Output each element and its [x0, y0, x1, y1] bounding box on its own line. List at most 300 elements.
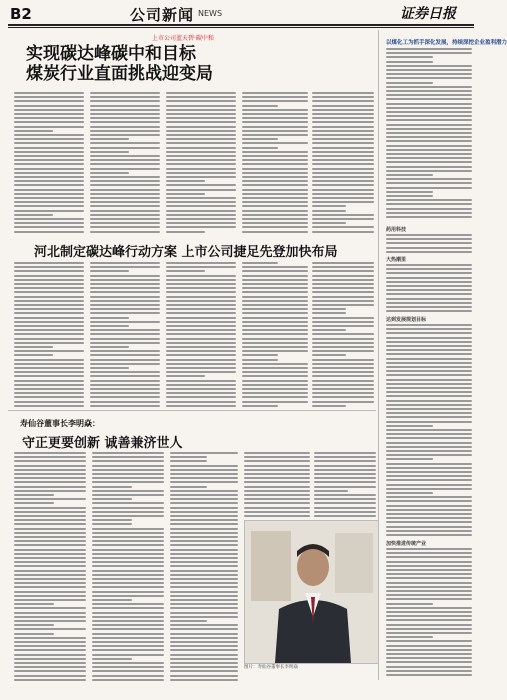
text-line	[386, 517, 472, 519]
text-line	[242, 105, 278, 107]
feature-headline: 守正更要创新 诚善兼济世人	[22, 436, 183, 451]
text-line	[14, 620, 86, 622]
text-line	[170, 675, 238, 677]
text-line	[90, 113, 160, 115]
text-line	[92, 561, 164, 563]
text-line	[314, 465, 376, 467]
text-line	[166, 201, 236, 203]
text-line	[312, 371, 374, 373]
text-line	[312, 300, 374, 302]
text-line	[386, 479, 472, 481]
text-line	[242, 210, 308, 212]
text-line	[386, 530, 472, 532]
text-line	[14, 270, 84, 272]
text-line	[170, 662, 238, 664]
masthead-rule	[8, 24, 474, 26]
text-line	[170, 666, 238, 668]
text-line	[312, 201, 374, 203]
text-line	[386, 178, 472, 180]
text-line	[166, 401, 236, 403]
text-line	[170, 456, 207, 458]
text-line	[166, 392, 236, 394]
text-line	[90, 126, 160, 128]
text-line	[242, 300, 308, 302]
text-line	[244, 507, 310, 509]
text-line	[314, 507, 376, 509]
text-line	[386, 48, 472, 50]
text-line	[166, 304, 236, 306]
text-line	[242, 312, 308, 314]
text-line	[312, 338, 374, 340]
text-line	[386, 153, 472, 155]
text-line	[14, 138, 84, 140]
text-line	[312, 296, 374, 298]
text-line	[90, 291, 160, 293]
text-line	[166, 325, 236, 327]
text-line	[386, 412, 472, 414]
text-line	[92, 557, 164, 559]
text-line	[242, 308, 308, 310]
section-title-en: NEWS	[198, 9, 223, 18]
text-line	[386, 56, 433, 58]
text-line	[242, 142, 308, 144]
feature-kicker: 寿仙谷董事长李明焱：	[20, 419, 100, 428]
text-line	[92, 532, 164, 534]
text-line	[14, 380, 84, 382]
text-line	[386, 421, 472, 423]
text-line	[14, 591, 86, 593]
text-line	[90, 279, 160, 281]
text-line	[386, 187, 472, 189]
text-line	[90, 189, 160, 191]
text-line	[92, 460, 164, 462]
text-line	[14, 218, 84, 220]
text-line	[14, 226, 84, 228]
text-line	[90, 197, 160, 199]
text-line	[386, 332, 472, 334]
text-line	[386, 324, 472, 326]
story-tag: 上市公司蓝天碧·碳中和	[152, 35, 214, 42]
text-line	[242, 401, 308, 403]
text-line	[170, 628, 238, 630]
text-line	[386, 251, 472, 253]
right-head5: 药用科技	[386, 227, 407, 233]
paper-logo: 证券日报	[400, 6, 456, 22]
text-line	[312, 346, 374, 348]
text-line	[166, 384, 236, 386]
text-line	[242, 325, 308, 327]
text-line	[14, 329, 84, 331]
text-line	[312, 405, 346, 407]
text-line	[242, 121, 308, 123]
text-line	[14, 465, 86, 467]
text-line	[166, 342, 236, 344]
text-line	[242, 147, 278, 149]
text-line	[14, 401, 84, 403]
text-line	[314, 469, 376, 471]
text-line	[312, 262, 374, 264]
text-line	[90, 130, 160, 132]
text-line	[386, 467, 472, 469]
text-line	[386, 590, 472, 592]
text-line	[312, 279, 374, 281]
text-line	[312, 231, 374, 233]
text-line	[386, 234, 472, 236]
text-line	[170, 519, 238, 521]
text-line	[386, 111, 472, 113]
text-line	[14, 523, 86, 525]
text-line	[92, 578, 164, 580]
text-line	[244, 477, 310, 479]
text-line	[14, 184, 84, 186]
text-line	[170, 515, 238, 517]
text-line	[170, 607, 238, 609]
text-line	[14, 670, 86, 672]
text-line	[92, 465, 164, 467]
text-line	[14, 649, 86, 651]
text-line	[244, 498, 310, 500]
text-line	[312, 266, 374, 268]
text-line	[166, 283, 236, 285]
text-line	[242, 380, 308, 382]
text-line	[312, 283, 374, 285]
text-line	[92, 540, 164, 542]
text-line	[312, 172, 374, 174]
text-line	[92, 469, 164, 471]
text-line	[90, 308, 160, 310]
text-line	[166, 214, 236, 216]
text-line	[14, 549, 86, 551]
text-line	[92, 649, 164, 651]
text-line	[312, 109, 374, 111]
text-line	[242, 189, 308, 191]
text-line	[90, 363, 160, 365]
text-line	[90, 214, 160, 216]
text-line	[14, 287, 84, 289]
text-line	[92, 633, 164, 635]
text-line	[14, 641, 86, 643]
text-line	[14, 325, 84, 327]
text-line	[166, 126, 236, 128]
text-line	[242, 338, 308, 340]
right-head2: 达到发展规划目标	[386, 317, 427, 323]
text-line	[92, 481, 164, 483]
text-line	[92, 477, 164, 479]
text-line	[14, 477, 86, 479]
text-line	[312, 312, 346, 314]
text-line	[386, 408, 472, 410]
text-line	[242, 359, 278, 361]
text-line	[312, 392, 374, 394]
text-line	[312, 218, 374, 220]
text-line	[90, 168, 160, 170]
text-line	[386, 374, 472, 376]
text-line	[14, 210, 84, 212]
text-line	[170, 498, 238, 500]
text-line	[14, 300, 84, 302]
text-line	[14, 536, 86, 538]
text-line	[386, 379, 472, 381]
text-line	[244, 452, 310, 454]
portrait-photo	[244, 520, 379, 664]
text-line	[242, 126, 308, 128]
text-line	[312, 176, 374, 178]
text-line	[242, 226, 308, 228]
text-line	[90, 96, 160, 98]
text-line	[244, 490, 310, 492]
text-line	[90, 270, 129, 272]
text-line	[170, 528, 238, 530]
text-line	[170, 511, 238, 513]
text-line	[14, 486, 86, 488]
text-line	[242, 354, 278, 356]
text-line	[170, 469, 238, 471]
text-line	[170, 586, 238, 588]
text-line	[14, 388, 84, 390]
text-line	[386, 73, 472, 75]
text-line	[242, 180, 308, 182]
text-line	[14, 308, 84, 310]
text-line	[170, 599, 238, 601]
text-line	[386, 161, 472, 163]
text-line	[312, 342, 374, 344]
text-line	[312, 151, 374, 153]
text-line	[242, 270, 308, 272]
text-line	[312, 168, 374, 170]
text-line	[166, 308, 236, 310]
text-line	[166, 279, 236, 281]
right-head4: 大热潮里	[386, 257, 407, 263]
text-line	[312, 155, 374, 157]
text-line	[242, 222, 308, 224]
text-line	[14, 312, 84, 314]
text-line	[166, 189, 236, 191]
text-line	[90, 134, 160, 136]
text-line	[386, 107, 472, 109]
text-line	[312, 354, 346, 356]
text-line	[92, 595, 164, 597]
text-line	[90, 333, 160, 335]
text-line	[242, 384, 308, 386]
text-line	[92, 607, 164, 609]
text-line	[170, 649, 238, 651]
text-line	[242, 155, 308, 157]
text-line	[14, 205, 84, 207]
text-line	[312, 321, 374, 323]
text-line	[386, 632, 472, 634]
text-line	[386, 395, 472, 397]
text-line	[166, 138, 236, 140]
text-line	[386, 383, 472, 385]
text-line	[242, 113, 308, 115]
text-line	[14, 180, 84, 182]
text-line	[14, 666, 86, 668]
text-line	[90, 375, 160, 377]
text-line	[312, 363, 374, 365]
text-line	[386, 661, 472, 663]
text-line	[244, 515, 310, 517]
text-line	[312, 375, 374, 377]
text-line	[386, 565, 472, 567]
text-line	[244, 473, 310, 475]
text-line	[90, 201, 160, 203]
text-line	[312, 159, 374, 161]
text-line	[386, 645, 472, 647]
text-line	[312, 193, 374, 195]
text-line	[314, 486, 376, 488]
text-line	[166, 363, 236, 365]
text-line	[386, 624, 472, 626]
text-line	[170, 616, 238, 618]
right-head1: 以煤化工为抓手深化发展，持续深挖企业盈利潜力	[386, 40, 507, 46]
text-line	[242, 193, 308, 195]
text-line	[312, 396, 374, 398]
text-line	[170, 536, 238, 538]
text-line	[14, 354, 53, 356]
text-line	[386, 264, 472, 266]
text-line	[90, 222, 160, 224]
text-line	[14, 502, 54, 504]
text-line	[14, 304, 84, 306]
text-line	[386, 124, 472, 126]
text-line	[14, 109, 84, 111]
text-line	[170, 490, 238, 492]
text-line	[166, 180, 205, 182]
text-line	[14, 633, 54, 635]
text-line	[244, 456, 310, 458]
text-line	[386, 306, 472, 308]
text-line	[386, 298, 472, 300]
text-line	[90, 304, 160, 306]
text-line	[242, 205, 308, 207]
text-line	[242, 287, 308, 289]
text-line	[90, 147, 160, 149]
text-line	[166, 270, 205, 272]
text-line	[170, 603, 238, 605]
text-line	[14, 92, 84, 94]
text-line	[312, 105, 374, 107]
text-line	[92, 574, 164, 576]
text-line	[166, 100, 236, 102]
text-line	[314, 502, 376, 504]
text-line	[166, 359, 236, 361]
text-line	[312, 380, 374, 382]
text-line	[166, 105, 236, 107]
text-line	[312, 180, 374, 182]
text-line	[312, 304, 374, 306]
text-line	[170, 507, 238, 509]
text-line	[14, 405, 84, 407]
text-line	[386, 77, 472, 79]
text-line	[386, 454, 472, 456]
text-line	[90, 218, 160, 220]
text-line	[166, 176, 236, 178]
text-line	[92, 603, 164, 605]
text-line	[14, 159, 84, 161]
text-line	[14, 266, 84, 268]
text-line	[166, 113, 236, 115]
photo-caption: 图片：寿仙谷董事长李明焱	[244, 665, 298, 670]
text-line	[14, 565, 86, 567]
text-line	[386, 500, 472, 502]
text-line	[386, 442, 472, 444]
text-line	[92, 645, 164, 647]
text-line	[170, 561, 238, 563]
text-line	[386, 657, 472, 659]
section-divider-feature	[8, 410, 376, 411]
text-line	[90, 226, 160, 228]
text-line	[170, 544, 238, 546]
text-line	[14, 603, 54, 605]
text-line	[242, 346, 308, 348]
text-line	[90, 231, 160, 233]
text-line	[166, 226, 236, 228]
text-line	[386, 337, 472, 339]
text-line	[166, 193, 205, 195]
text-line	[90, 275, 160, 277]
text-line	[312, 287, 374, 289]
text-line	[386, 128, 472, 130]
text-line	[90, 159, 160, 161]
text-line	[312, 147, 374, 149]
text-line	[166, 275, 236, 277]
text-line	[90, 317, 129, 319]
text-line	[170, 473, 238, 475]
text-line	[386, 149, 472, 151]
text-line	[14, 151, 84, 153]
text-line	[386, 281, 472, 283]
text-line	[170, 486, 207, 488]
text-line	[244, 469, 310, 471]
text-line	[242, 329, 308, 331]
text-line	[242, 291, 308, 293]
text-line	[166, 205, 236, 207]
text-line	[166, 346, 236, 348]
text-line	[14, 222, 84, 224]
text-line	[92, 456, 164, 458]
portrait-figure-icon	[245, 521, 378, 663]
text-line	[92, 570, 164, 572]
text-line	[242, 184, 308, 186]
text-line	[90, 163, 160, 165]
text-line	[386, 195, 433, 197]
text-line	[166, 142, 236, 144]
text-line	[386, 90, 472, 92]
text-line	[90, 287, 160, 289]
text-line	[386, 649, 472, 651]
text-line	[166, 231, 205, 233]
text-line	[386, 404, 472, 406]
text-line	[14, 616, 86, 618]
text-line	[386, 577, 472, 579]
text-line	[314, 452, 376, 454]
text-line	[386, 302, 472, 304]
text-line	[312, 350, 374, 352]
text-line	[170, 523, 238, 525]
text-line	[92, 502, 164, 504]
text-line	[170, 465, 238, 467]
text-line	[242, 168, 308, 170]
text-line	[90, 172, 129, 174]
text-line	[14, 346, 53, 348]
text-line	[242, 363, 308, 365]
text-line	[166, 312, 236, 314]
text-line	[386, 509, 472, 511]
text-line	[386, 370, 472, 372]
text-line	[386, 86, 472, 88]
text-line	[92, 658, 132, 660]
masthead-rule-thin	[8, 27, 474, 28]
